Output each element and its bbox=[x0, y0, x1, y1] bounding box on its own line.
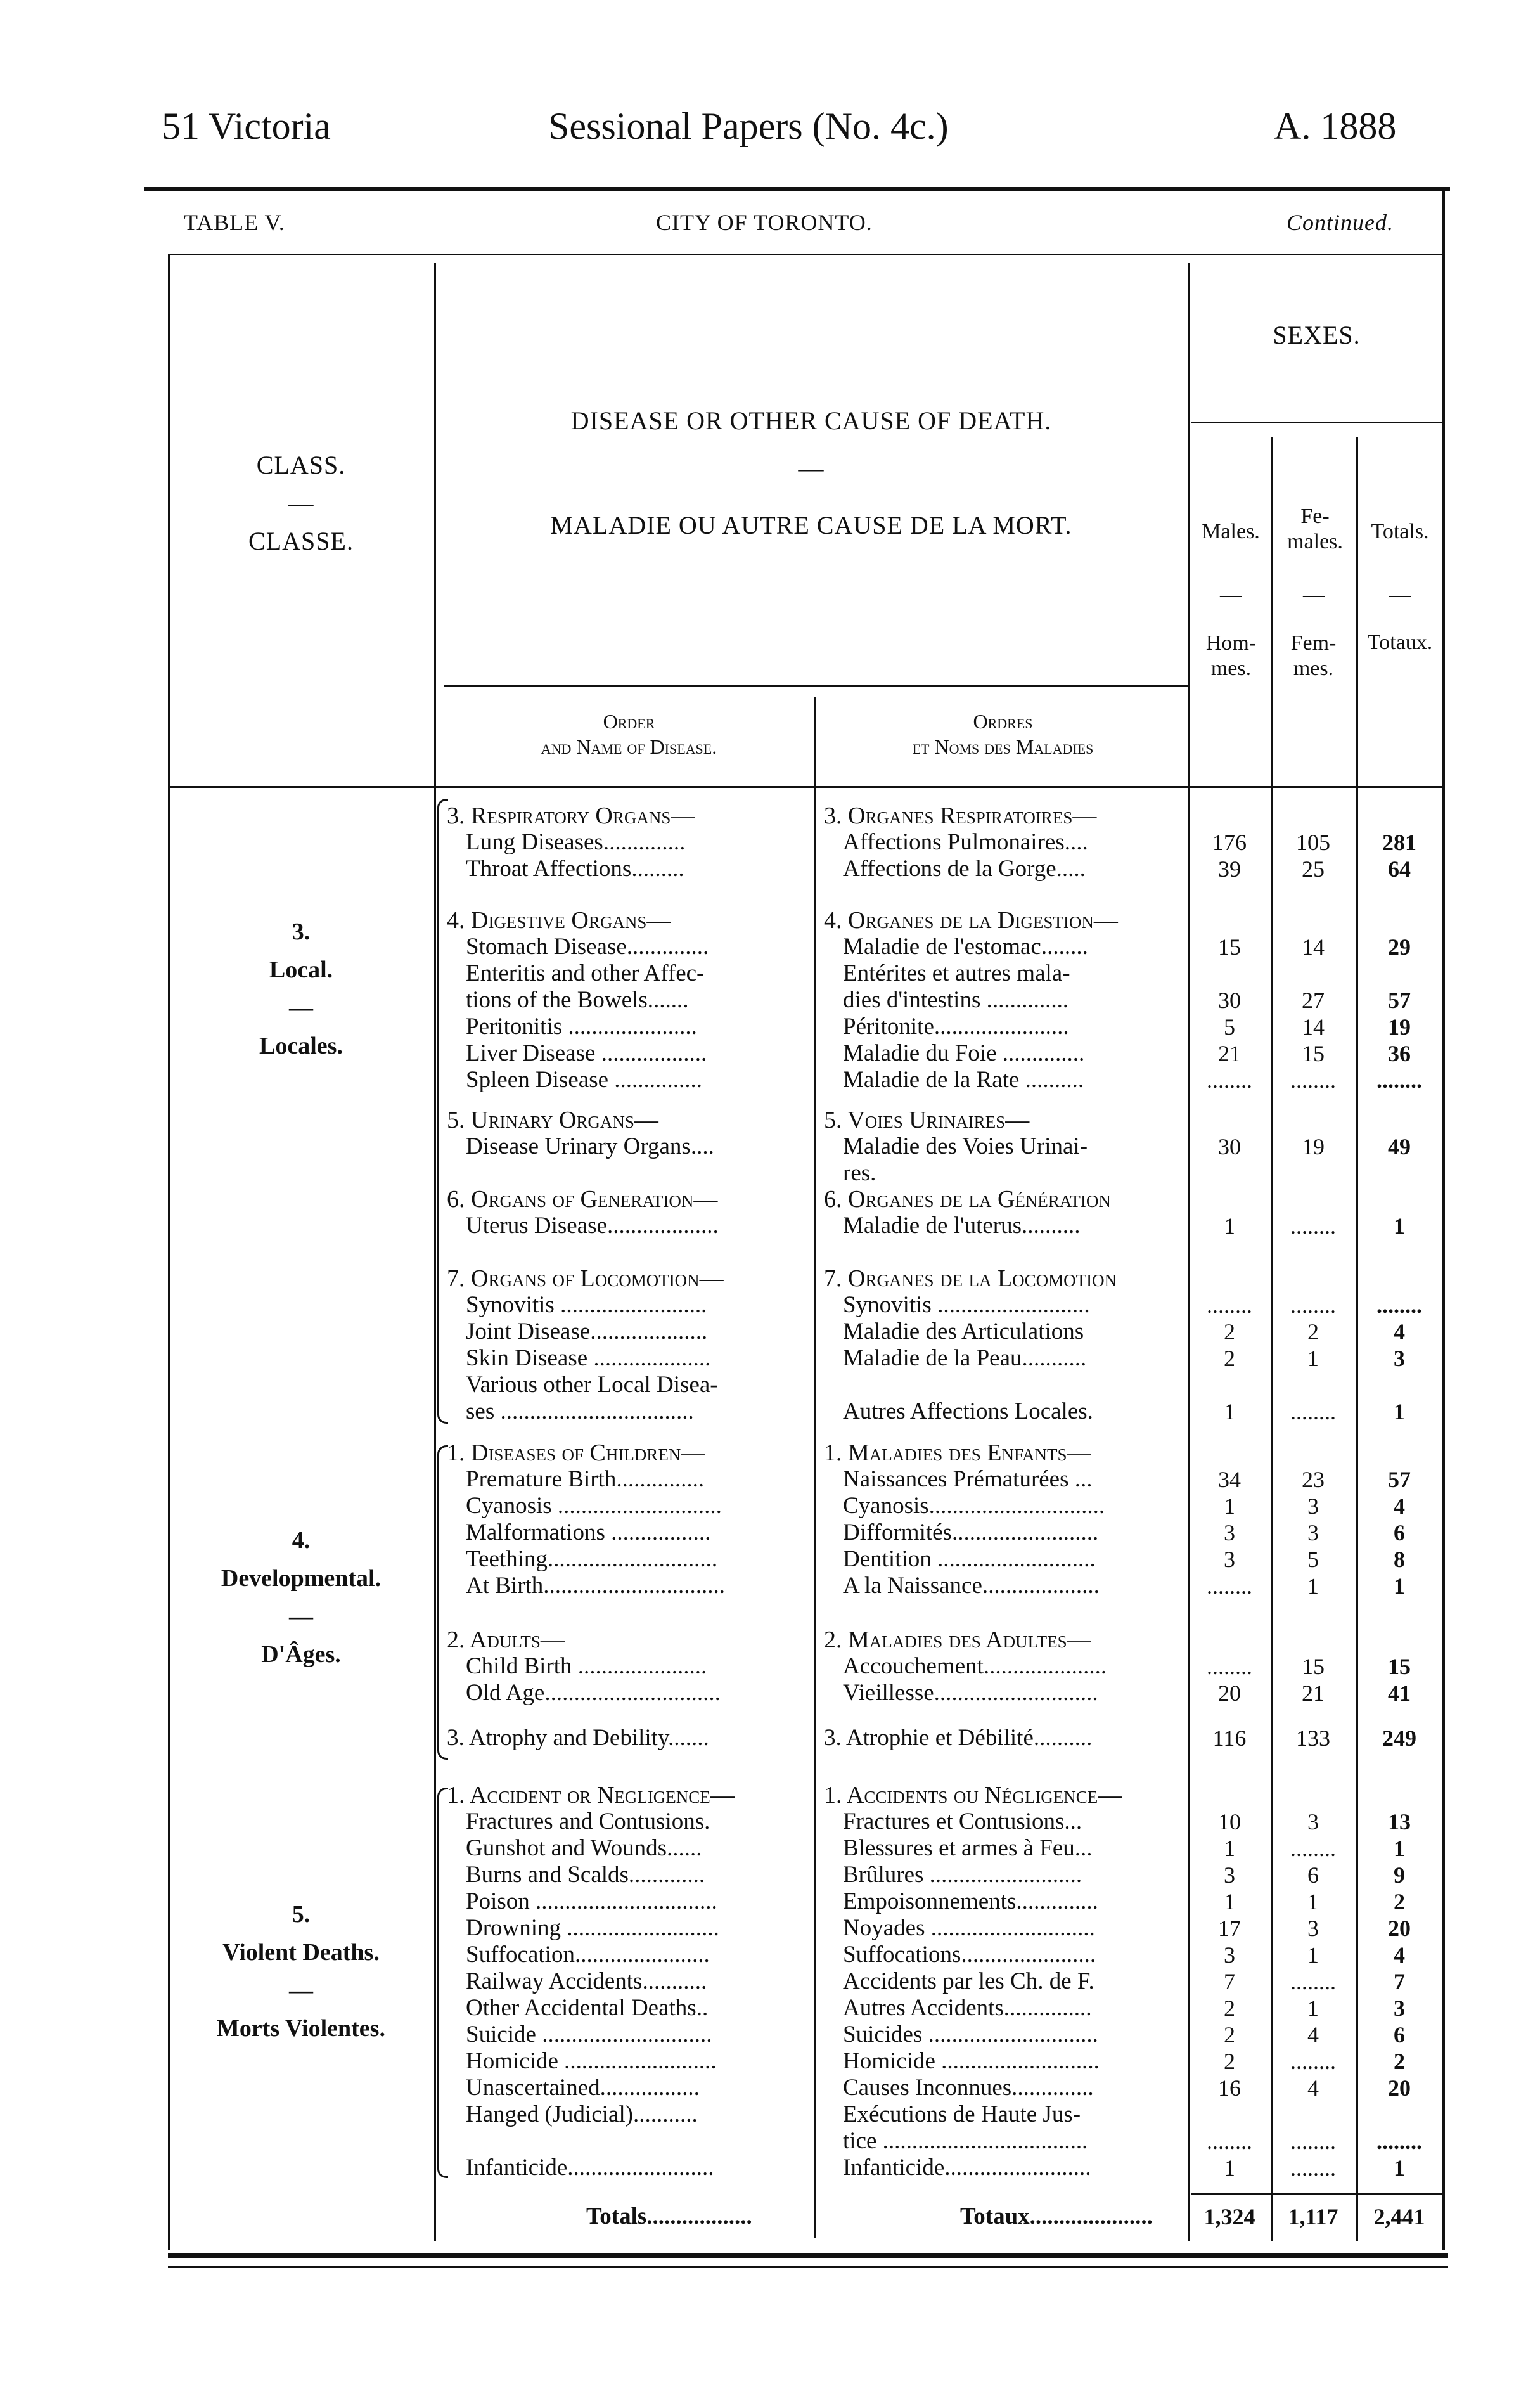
males-dash: — bbox=[1220, 583, 1242, 607]
brace-violent bbox=[437, 1788, 448, 2178]
row-en: Liver Disease .................. bbox=[466, 1040, 707, 1066]
row-males: 16 bbox=[1218, 2075, 1241, 2101]
row-total: 4 bbox=[1394, 1319, 1405, 1344]
row-males: 1 bbox=[1224, 1493, 1235, 1519]
row-en: 3. Atrophy and Debility....... bbox=[447, 1725, 709, 1751]
row-females: 3 bbox=[1307, 1916, 1319, 1941]
row-females: 25 bbox=[1302, 856, 1325, 882]
divider-f-t bbox=[1356, 437, 1358, 2241]
row-fr: 4. Organes de la Digestion— bbox=[824, 907, 1118, 934]
order-fr-2: et Noms des Maladies bbox=[912, 735, 1094, 758]
row-males: ........ bbox=[1207, 1067, 1252, 1093]
row-en: Joint Disease.................... bbox=[466, 1319, 708, 1344]
row-total: 29 bbox=[1388, 934, 1411, 960]
row-fr: 3. Atrophie et Débilité.......... bbox=[824, 1725, 1093, 1751]
row-en: Railway Accidents........... bbox=[466, 1968, 707, 1994]
divider-en-fr bbox=[814, 697, 816, 2238]
row-en: Stomach Disease.............. bbox=[466, 934, 709, 960]
divider-class bbox=[434, 263, 436, 2241]
row-females: 23 bbox=[1302, 1467, 1325, 1492]
row-fr: A la Naissance.................... bbox=[843, 1573, 1100, 1599]
row-fr: Empoisonnements.............. bbox=[843, 1888, 1098, 1914]
row-fr: Naissances Prématurées ... bbox=[843, 1466, 1093, 1492]
class-developmental: 4. Developmental. — D'Âges. bbox=[221, 1527, 382, 1668]
row-total: 57 bbox=[1388, 1467, 1411, 1492]
row-fr: Difformités......................... bbox=[843, 1519, 1099, 1545]
row-fr: Maladie de l'uterus.......... bbox=[843, 1213, 1081, 1239]
females-dash: — bbox=[1303, 583, 1325, 607]
row-females: ........ bbox=[1290, 1399, 1336, 1424]
row-females: ........ bbox=[1290, 1969, 1336, 1994]
row-total: ........ bbox=[1376, 2129, 1422, 2154]
row-males: ........ bbox=[1207, 1573, 1252, 1599]
table-label: TABLE V. bbox=[184, 210, 285, 235]
row-fr: Maladie du Foie .............. bbox=[843, 1040, 1085, 1066]
row-males: 2 bbox=[1224, 2022, 1235, 2047]
row-females: 133 bbox=[1296, 1725, 1330, 1751]
frame-right bbox=[1442, 190, 1445, 2250]
row-en: 1. Diseases of Children— bbox=[447, 1440, 705, 1466]
order-rule bbox=[444, 685, 1188, 687]
row-males: ........ bbox=[1207, 1293, 1252, 1318]
row-fr: Fractures et Contusions... bbox=[843, 1809, 1082, 1834]
row-fr: Suffocations....................... bbox=[843, 1942, 1096, 1968]
row-females: 1 bbox=[1307, 1889, 1319, 1914]
row-males: 176 bbox=[1212, 830, 1247, 855]
row-females: 15 bbox=[1302, 1654, 1325, 1679]
totals-en: Totals.................. bbox=[586, 2203, 752, 2229]
row-total: 9 bbox=[1394, 1862, 1405, 1888]
row-fr: Autres Affections Locales. bbox=[843, 1398, 1093, 1424]
row-females: 3 bbox=[1307, 1809, 1319, 1834]
row-fr: Maladie des Articulations bbox=[843, 1319, 1084, 1344]
row-en: ses ................................. bbox=[466, 1398, 694, 1424]
row-total: 249 bbox=[1382, 1725, 1416, 1751]
row-en: Various other Local Disea- bbox=[466, 1372, 718, 1398]
bottom-rule-thick bbox=[168, 2253, 1448, 2258]
row-males: 15 bbox=[1218, 934, 1241, 960]
row-fr: Noyades ............................ bbox=[843, 1915, 1095, 1941]
row-en: Gunshot and Wounds...... bbox=[466, 1835, 702, 1861]
row-females: 15 bbox=[1302, 1041, 1325, 1066]
row-fr: Brûlures .......................... bbox=[843, 1862, 1082, 1888]
row-females: 21 bbox=[1302, 1680, 1325, 1706]
row-fr: Homicide ........................... bbox=[843, 2048, 1100, 2074]
row-en: Suffocation....................... bbox=[466, 1942, 710, 1968]
row-fr: Vieillesse............................ bbox=[843, 1680, 1098, 1706]
row-en: Spleen Disease ............... bbox=[466, 1067, 703, 1093]
row-females: ........ bbox=[1290, 2129, 1336, 2154]
row-females: ........ bbox=[1290, 2155, 1336, 2181]
row-total: 6 bbox=[1394, 1520, 1405, 1545]
row-fr: Maladie des Voies Urinai- bbox=[843, 1133, 1088, 1159]
row-fr: Causes Inconnues.............. bbox=[843, 2075, 1094, 2101]
row-total: 41 bbox=[1388, 1680, 1411, 1706]
row-total: 1 bbox=[1394, 2155, 1405, 2181]
row-females: 3 bbox=[1307, 1520, 1319, 1545]
row-en: Suicide ............................. bbox=[466, 2021, 712, 2047]
class-violent: 5. Violent Deaths. — Morts Violentes. bbox=[217, 1901, 385, 2042]
row-total: 4 bbox=[1394, 1493, 1405, 1519]
row-en: Enteritis and other Affec- bbox=[466, 960, 705, 986]
totals-header-fr: Totaux. bbox=[1367, 631, 1433, 654]
sexes-header: SEXES. bbox=[1273, 321, 1361, 349]
header-left: 51 Victoria bbox=[162, 105, 331, 147]
table-title: CITY OF TORONTO. bbox=[656, 210, 873, 235]
row-fr: res. bbox=[843, 1160, 876, 1186]
row-fr: Maladie de la Rate .......... bbox=[843, 1067, 1084, 1093]
row-females: 1 bbox=[1307, 1942, 1319, 1968]
row-females: 19 bbox=[1302, 1134, 1325, 1159]
row-fr: Affections Pulmonaires.... bbox=[843, 829, 1088, 855]
row-fr: 1. Accidents ou Négligence— bbox=[824, 1782, 1122, 1809]
row-fr: Maladie de l'estomac........ bbox=[843, 934, 1088, 960]
row-males: 1 bbox=[1224, 1399, 1235, 1424]
row-females: ........ bbox=[1290, 1067, 1336, 1093]
row-males: 1 bbox=[1224, 1889, 1235, 1914]
row-females: 3 bbox=[1307, 1493, 1319, 1519]
row-en: Malformations ................. bbox=[466, 1519, 711, 1545]
row-en: Poison ............................... bbox=[466, 1888, 717, 1914]
row-total: 57 bbox=[1388, 988, 1411, 1013]
females-header: Fe-males. bbox=[1287, 505, 1343, 553]
order-fr-1: Ordres bbox=[973, 710, 1033, 733]
row-males: 3 bbox=[1224, 1520, 1235, 1545]
row-fr: Synovitis .......................... bbox=[843, 1292, 1090, 1318]
totals-header: Totals. bbox=[1371, 520, 1429, 543]
row-males: 2 bbox=[1224, 1996, 1235, 2021]
row-females: 2 bbox=[1307, 1319, 1319, 1344]
divider-m-f bbox=[1271, 437, 1273, 2241]
row-fr: Affections de la Gorge..... bbox=[843, 856, 1086, 882]
row-total: 2 bbox=[1394, 1889, 1405, 1914]
row-en: Child Birth ...................... bbox=[466, 1653, 707, 1679]
divider-sexes bbox=[1188, 263, 1190, 2241]
row-females: 6 bbox=[1307, 1862, 1319, 1888]
row-fr: Accidents par les Ch. de F. bbox=[843, 1968, 1094, 1994]
row-fr: 6. Organes de la Génération bbox=[824, 1186, 1111, 1213]
row-females: ........ bbox=[1290, 1213, 1336, 1239]
row-females: ........ bbox=[1290, 2049, 1336, 2074]
row-fr: tice ................................... bbox=[843, 2128, 1088, 2154]
row-total: 20 bbox=[1388, 1916, 1411, 1941]
row-total: 281 bbox=[1382, 830, 1416, 855]
row-en: Disease Urinary Organs.... bbox=[466, 1133, 714, 1159]
title-rule bbox=[168, 254, 1442, 255]
row-total: 2 bbox=[1394, 2049, 1405, 2074]
row-males: 20 bbox=[1218, 1680, 1241, 1706]
row-en: Synovitis ......................... bbox=[466, 1292, 707, 1318]
row-males: 39 bbox=[1218, 856, 1241, 882]
row-fr: 7. Organes de la Locomotion bbox=[824, 1265, 1117, 1292]
class-local: 3. Local. — Locales. bbox=[259, 919, 343, 1059]
row-fr: Autres Accidents............... bbox=[843, 1995, 1092, 2021]
row-total: 3 bbox=[1394, 1346, 1405, 1371]
row-fr: Suicides ............................. bbox=[843, 2021, 1098, 2047]
row-males: 116 bbox=[1212, 1725, 1247, 1751]
continued-label: Continued. bbox=[1287, 210, 1394, 235]
total-males: 1,324 bbox=[1203, 2204, 1255, 2229]
row-total: 3 bbox=[1394, 1996, 1405, 2021]
males-header: Males. bbox=[1202, 520, 1260, 543]
row-en: 4. Digestive Organs— bbox=[447, 907, 671, 934]
row-total: 13 bbox=[1388, 1809, 1411, 1834]
row-fr: 5. Voies Urinaires— bbox=[824, 1107, 1030, 1133]
row-males: 34 bbox=[1218, 1467, 1241, 1492]
total-all: 2,441 bbox=[1373, 2204, 1425, 2229]
row-total: 7 bbox=[1394, 1969, 1405, 1994]
row-females: 27 bbox=[1302, 988, 1325, 1013]
totals-fr: Totaux..................... bbox=[960, 2203, 1153, 2229]
totals-rule bbox=[1191, 2193, 1442, 2195]
row-fr: Entérites et autres mala- bbox=[843, 960, 1070, 986]
row-males: 3 bbox=[1224, 1862, 1235, 1888]
row-males: 2 bbox=[1224, 1319, 1235, 1344]
order-en-2: and Name of Disease. bbox=[541, 735, 717, 758]
row-fr: Maladie de la Peau........... bbox=[843, 1345, 1087, 1371]
bottom-rule-thin bbox=[168, 2266, 1448, 2268]
row-males: 30 bbox=[1218, 1134, 1241, 1159]
row-fr: Exécutions de Haute Jus- bbox=[843, 2101, 1081, 2127]
row-total: 36 bbox=[1388, 1041, 1411, 1066]
row-en: At Birth............................... bbox=[466, 1573, 726, 1599]
row-fr: Péritonite....................... bbox=[843, 1014, 1069, 1040]
row-males: 7 bbox=[1224, 1969, 1235, 1994]
row-total: 1 bbox=[1394, 1213, 1405, 1239]
row-males: 1 bbox=[1224, 2155, 1235, 2181]
row-total: 4 bbox=[1394, 1942, 1405, 1968]
row-males: 2 bbox=[1224, 1346, 1235, 1371]
total-females: 1,117 bbox=[1288, 2204, 1338, 2229]
row-females: 4 bbox=[1307, 2022, 1319, 2047]
row-males: ........ bbox=[1207, 2129, 1252, 2154]
row-en: 6. Organs of Generation— bbox=[447, 1186, 718, 1213]
row-females: 105 bbox=[1296, 830, 1330, 855]
row-total: 19 bbox=[1388, 1014, 1411, 1040]
class-header-fr: CLASSE. bbox=[248, 527, 354, 555]
header-bottom-rule bbox=[168, 786, 1442, 788]
row-en: 3. Respiratory Organs— bbox=[447, 803, 695, 829]
row-total: ........ bbox=[1376, 1293, 1422, 1318]
row-total: 20 bbox=[1388, 2075, 1411, 2101]
row-males: 2 bbox=[1224, 2049, 1235, 2074]
totals-dash: — bbox=[1389, 583, 1411, 607]
row-females: 1 bbox=[1307, 1996, 1319, 2021]
row-males: 3 bbox=[1224, 1547, 1235, 1572]
row-males: 3 bbox=[1224, 1942, 1235, 1968]
row-en: Burns and Scalds............. bbox=[466, 1862, 705, 1888]
row-males: 5 bbox=[1224, 1014, 1235, 1040]
row-females: 4 bbox=[1307, 2075, 1319, 2101]
row-fr: 1. Maladies des Enfants— bbox=[824, 1440, 1091, 1466]
row-fr: Blessures et armes à Feu... bbox=[843, 1835, 1093, 1861]
row-males: 1 bbox=[1224, 1836, 1235, 1861]
row-females: 14 bbox=[1302, 1014, 1325, 1040]
row-fr: 2. Maladies des Adultes— bbox=[824, 1627, 1091, 1653]
row-females: 5 bbox=[1307, 1547, 1319, 1572]
row-males: 21 bbox=[1218, 1041, 1241, 1066]
row-en: Premature Birth............... bbox=[466, 1466, 705, 1492]
row-males: 17 bbox=[1218, 1916, 1241, 1941]
header-center: Sessional Papers (No. 4c.) bbox=[548, 105, 949, 147]
males-header-fr: Hom-mes. bbox=[1205, 631, 1257, 680]
row-males: ........ bbox=[1207, 1654, 1252, 1679]
row-en: Teething............................. bbox=[466, 1546, 718, 1572]
row-total: ........ bbox=[1376, 1067, 1422, 1093]
disease-header-dash: — bbox=[798, 454, 825, 482]
row-en: Drowning .......................... bbox=[466, 1915, 719, 1941]
row-females: 14 bbox=[1302, 934, 1325, 960]
row-en: Unascertained................. bbox=[466, 2075, 700, 2101]
row-en: Fractures and Contusions. bbox=[466, 1809, 710, 1834]
brace-developmental bbox=[437, 1445, 448, 1760]
row-en: Throat Affections......... bbox=[466, 856, 684, 882]
row-fr: Accouchement..................... bbox=[843, 1653, 1107, 1679]
row-males: 30 bbox=[1218, 988, 1241, 1013]
row-en: Infanticide......................... bbox=[466, 2155, 714, 2181]
row-total: 49 bbox=[1388, 1134, 1411, 1159]
row-en: 2. Adults— bbox=[447, 1627, 565, 1653]
row-total: 15 bbox=[1388, 1654, 1411, 1679]
row-en: 5. Urinary Organs— bbox=[447, 1107, 658, 1133]
row-fr: Infanticide......................... bbox=[843, 2155, 1091, 2181]
row-females: 1 bbox=[1307, 1346, 1319, 1371]
row-males: 1 bbox=[1224, 1213, 1235, 1239]
row-females: ........ bbox=[1290, 1293, 1336, 1318]
header-right: A. 1888 bbox=[1274, 105, 1397, 147]
disease-header-en: DISEASE OR OTHER CAUSE OF DEATH. bbox=[570, 406, 1052, 435]
order-en-1: Order bbox=[603, 710, 655, 733]
class-header-en: CLASS. bbox=[256, 451, 346, 479]
row-fr: dies d'intestins .............. bbox=[843, 987, 1069, 1013]
row-en: Skin Disease .................... bbox=[466, 1345, 711, 1371]
row-total: 6 bbox=[1394, 2022, 1405, 2047]
row-en: tions of the Bowels....... bbox=[466, 987, 689, 1013]
row-total: 8 bbox=[1394, 1547, 1405, 1572]
row-fr: Cyanosis.............................. bbox=[843, 1493, 1105, 1519]
row-total: 64 bbox=[1388, 856, 1411, 882]
row-females: ........ bbox=[1290, 1836, 1336, 1861]
row-total: 1 bbox=[1394, 1399, 1405, 1424]
row-en: Other Accidental Deaths.. bbox=[466, 1995, 709, 2021]
females-header-fr: Fem-mes. bbox=[1290, 631, 1337, 680]
sexes-rule bbox=[1191, 422, 1442, 423]
row-females: 1 bbox=[1307, 1573, 1319, 1599]
row-en: Peritonitis ...................... bbox=[466, 1014, 697, 1040]
row-en: Hanged (Judicial)........... bbox=[466, 2101, 698, 2127]
row-en: 1. Accident or Negligence— bbox=[447, 1782, 735, 1809]
row-fr: 3. Organes Respiratoires— bbox=[824, 803, 1097, 829]
row-total: 1 bbox=[1394, 1836, 1405, 1861]
row-fr: Dentition ........................... bbox=[843, 1546, 1096, 1572]
top-rule bbox=[144, 187, 1450, 191]
row-total: 1 bbox=[1394, 1573, 1405, 1599]
class-header-dash: — bbox=[288, 489, 314, 517]
disease-header-fr: MALADIE OU AUTRE CAUSE DE LA MORT. bbox=[550, 511, 1072, 539]
row-en: Cyanosis ............................ bbox=[466, 1493, 722, 1519]
row-en: 7. Organs of Locomotion— bbox=[447, 1265, 724, 1292]
row-en: Uterus Disease................... bbox=[466, 1213, 719, 1239]
row-en: Old Age.............................. bbox=[466, 1680, 721, 1706]
row-en: Lung Diseases.............. bbox=[466, 829, 686, 855]
row-en: Homicide .......................... bbox=[466, 2048, 717, 2074]
row-males: 10 bbox=[1218, 1809, 1241, 1834]
